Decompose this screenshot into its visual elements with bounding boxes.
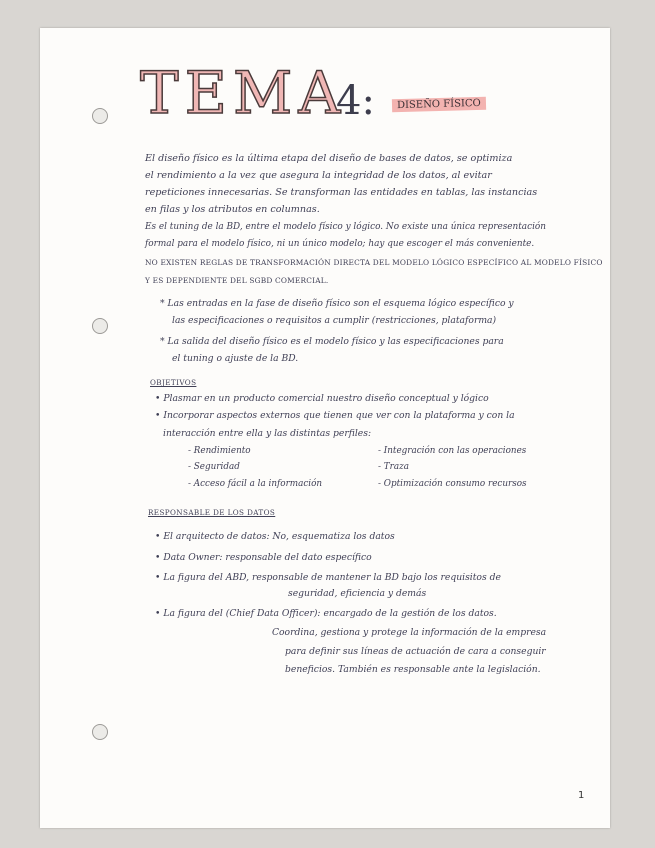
note-line: las especificaciones o requisitos a cumplir (restricciones, plataforma) — [172, 315, 497, 326]
objetivos-left-item: - Seguridad — [188, 462, 240, 472]
intro-line: formal para el modelo físico, ni un único modelo; hay que escoger el más conveniente. — [145, 239, 535, 249]
objetivos-right-item: - Integración con las operaciones — [378, 446, 527, 456]
responsable-item: beneficios. También es responsable ante la legislación. — [285, 664, 541, 675]
page-title: TEMA — [140, 59, 347, 127]
intro-line: el rendimiento a la vez que asegura la integridad de los datos, al evitar — [145, 170, 492, 181]
caps-line: Y ES DEPENDIENTE DEL SGBD COMERCIAL. — [145, 276, 329, 285]
responsable-item: • La figura del ABD, responsable de mantener la BD bajo los requisitos de — [155, 572, 501, 583]
responsable-item: • La figura del (Chief Data Officer): encargado de la gestión de los datos. — [155, 608, 497, 619]
responsable-heading: RESPONSABLE DE LOS DATOS — [148, 508, 276, 517]
objetivos-right-item: - Optimización consumo recursos — [378, 479, 527, 489]
objetivos-left-item: - Rendimiento — [188, 446, 251, 456]
responsable-item: • El arquitecto de datos: No, esquematiza los datos — [155, 531, 395, 542]
intro-line: en filas y los atributos en columnas. — [145, 204, 320, 215]
objetivos-right-item: - Traza — [378, 462, 409, 472]
page-number: 1 — [578, 790, 585, 801]
title-subtitle-highlight: DISEÑO FÍSICO — [392, 97, 486, 112]
intro-line: Es el tuning de la BD, entre el modelo físico y lógico. No existe una única representación — [145, 222, 546, 232]
responsable-item: seguridad, eficiencia y demás — [288, 588, 427, 599]
note-line: * La salida del diseño físico es el modelo físico y las especificaciones para — [160, 336, 504, 347]
responsable-item: • Data Owner: responsable del dato específico — [155, 552, 372, 563]
title-number: 4: — [336, 78, 375, 124]
note-line: * Las entradas en la fase de diseño físico son el esquema lógico específico y — [160, 298, 514, 309]
objetivos-left-item: - Acceso fácil a la información — [188, 479, 323, 489]
note-line: el tuning o ajuste de la BD. — [172, 353, 299, 364]
caps-line: NO EXISTEN REGLAS DE TRANSFORMACIÓN DIRECTA DEL MODELO LÓGICO ESPECÍFICO AL MODELO FÍSICO — [145, 258, 603, 267]
objetivos-item: • Plasmar en un producto comercial nuestro diseño conceptual y lógico — [155, 393, 489, 404]
objetivos-heading: OBJETIVOS — [150, 378, 197, 387]
intro-line: El diseño físico es la última etapa del diseño de bases de datos, se optimiza — [145, 153, 513, 164]
responsable-item: Coordina, gestiona y protege la información de la empresa — [272, 627, 547, 638]
objetivos-item: • Incorporar aspectos externos que tienen que ver con la plataforma y con la — [155, 410, 515, 421]
intro-line: repeticiones innecesarias. Se transforman las entidades en tablas, las instancias — [145, 187, 538, 198]
objetivos-item: interacción entre ella y las distintas perfiles: — [163, 428, 372, 439]
responsable-item: para definir sus líneas de actuación de cara a conseguir — [285, 646, 546, 657]
